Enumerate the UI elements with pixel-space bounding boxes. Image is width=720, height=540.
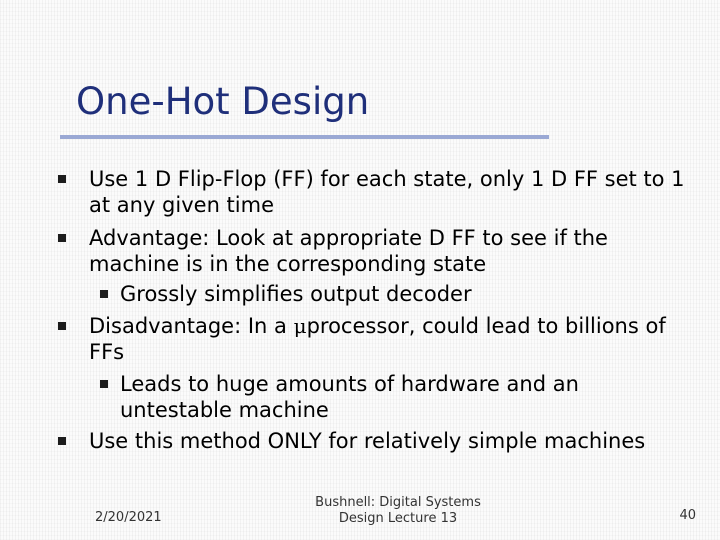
micro-symbol: μ <box>293 314 307 338</box>
square-bullet-icon <box>58 437 66 445</box>
bullet-item <box>89 166 699 218</box>
square-bullet-icon <box>58 322 66 330</box>
sub-bullet-item <box>120 281 680 307</box>
square-bullet-icon <box>100 380 108 388</box>
sub-bullet-text: Grossly simplifies output decoder <box>120 282 472 306</box>
slide-title: One-Hot Design <box>76 80 370 123</box>
page-number: 40 <box>679 508 696 523</box>
bullet-text: Advantage: Look at appropriate D FF to see if the machine is in the corresponding state <box>89 226 608 276</box>
footer-course-line1: Bushnell: Digital Systems <box>315 495 481 510</box>
bullet-item <box>89 313 699 365</box>
footer-date: 2/20/2021 <box>95 510 162 525</box>
bullet-text-after: processor, could lead to billions of FFs <box>89 314 666 364</box>
footer-course-title <box>286 495 510 527</box>
square-bullet-icon <box>58 234 66 242</box>
bullet-text-before: Disadvantage: In a <box>89 314 294 338</box>
bullet-item <box>89 428 699 454</box>
bullet-text: Use this method ONLY for relatively simple machines <box>89 429 646 453</box>
square-bullet-icon <box>58 175 66 183</box>
bullet-text: Use 1 D Flip-Flop (FF) for each state, only 1 D FF set to 1 at any given time <box>89 167 685 217</box>
bullet-item <box>89 225 699 277</box>
sub-bullet-text: Leads to huge amounts of hardware and an untestable machine <box>120 372 579 422</box>
square-bullet-icon <box>100 290 108 298</box>
sub-bullet-item <box>120 371 680 423</box>
footer-course-line2: Design Lecture 13 <box>338 511 458 526</box>
